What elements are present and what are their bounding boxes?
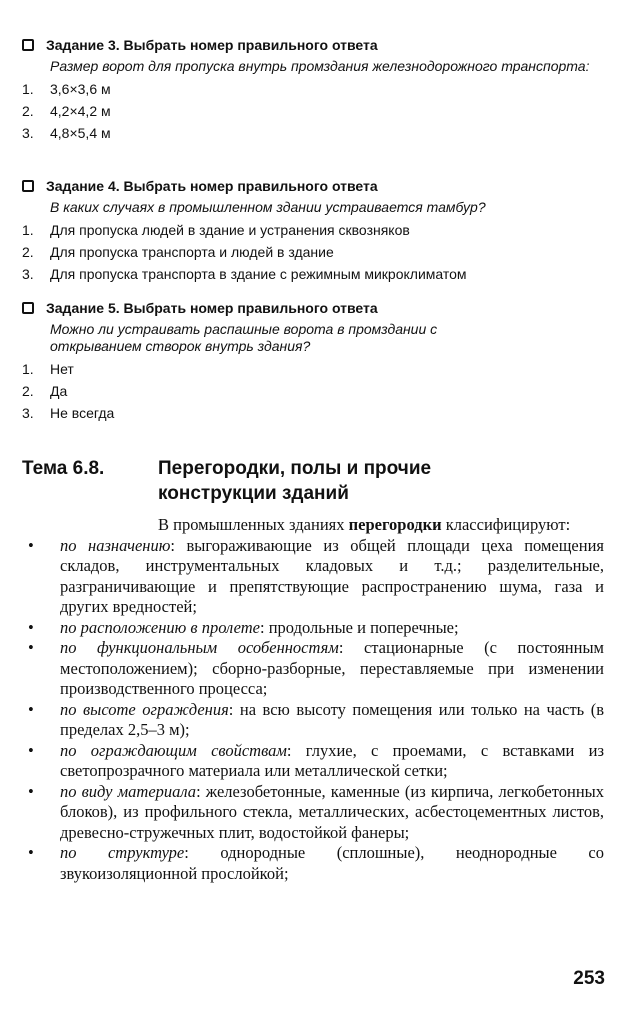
task-5-question: Можно ли устраивать распашные ворота в промздании с открыванием створок внутрь здания? [50, 321, 438, 354]
task-4-options [22, 219, 602, 285]
answer-option: 1. Нет [22, 361, 74, 377]
topic-number: Тема 6.8. [22, 458, 105, 479]
checkbox-icon [22, 302, 34, 314]
list-item: • по виду материала: железобетонные, каменные (из кирпича, легкобетонных блоков), из профильного стекла, металлических, асбестоцементных листов, древесно-стружечных плит, водостойкой фанеры; [28, 781, 604, 842]
list-item: • по структуре: однородные (сплошные), неоднородные со звукоизоляционной прослойкой; [28, 843, 605, 883]
task-4-title: Задание 4. Выбрать номер правильного ответа [46, 178, 378, 194]
bullet-icon: • [28, 843, 34, 862]
list-item: • по назначению: выгораживающие из общей площади цеха помещения складов, инструментальных кладовых и т.д.; разделительные, разграничивающие и препятствующие распространению шума, газа и других вредностей; [28, 535, 604, 616]
classification-list [22, 536, 604, 885]
list-item: • по ограждающим свойствам: глухие, с проемами, с вставками из светопрозрачного материала или металлической сетки; [28, 740, 604, 780]
intro-paragraph: В промышленных зданиях перегородки классифицируют: [158, 515, 571, 534]
task-3-header [22, 36, 602, 54]
key-term: перегородки [348, 515, 442, 534]
task-4-header [22, 177, 602, 195]
list-item: • по высоте ограждения: на всю высоту помещения или только на часть (в пределах 2,5–3 м); [28, 699, 604, 739]
task-3-question: Размер ворот для пропуска внутрь промздания железнодорожного транспорта: [50, 58, 590, 74]
answer-option: 3. 4,8×5,4 м [22, 125, 111, 141]
answer-option: 2. 4,2×4,2 м [22, 103, 111, 119]
answer-option: 3. Не всегда [22, 405, 115, 421]
bullet-icon: • [28, 617, 34, 637]
answer-option: 3. Для пропуска транспорта в здание с режимным микроклиматом [22, 266, 467, 282]
task-3-options [22, 78, 602, 144]
task-3 [22, 36, 602, 144]
answer-option: 2. Для пропуска транспорта и людей в здание [22, 244, 334, 260]
answer-option: 1. Для пропуска людей в здание и устранения сквозняков [22, 222, 410, 238]
bullet-icon: • [28, 638, 34, 657]
topic-heading [22, 456, 478, 506]
task-3-title: Задание 3. Выбрать номер правильного ответа [46, 37, 378, 53]
bullet-icon: • [28, 781, 34, 801]
task-5-options [22, 358, 602, 424]
list-item: • по расположению в пролете: продольные и поперечные; [28, 617, 459, 637]
list-item: • по функциональным особенностям: стационарные (с постоянным местоположением); сборно-разборные, переставляемые при изменении производственного процесса; [28, 638, 604, 698]
bullet-icon: • [28, 740, 34, 760]
body-text [22, 515, 604, 884]
task-4-question: В каких случаях в промышленном здании устраивается тамбур? [50, 199, 486, 215]
checkbox-icon [22, 180, 34, 192]
page-number: 253 [573, 968, 605, 989]
answer-option: 2. Да [22, 383, 68, 399]
topic-title: Перегородки, полы и прочие конструкции зданий [158, 458, 432, 504]
task-5-title: Задание 5. Выбрать номер правильного ответа [46, 300, 378, 316]
task-4 [22, 177, 602, 285]
task-5-header [22, 299, 602, 317]
answer-option: 1. 3,6×3,6 м [22, 81, 111, 97]
task-5 [22, 299, 602, 424]
bullet-icon: • [28, 699, 34, 719]
checkbox-icon [22, 39, 34, 51]
bullet-icon: • [28, 535, 34, 555]
